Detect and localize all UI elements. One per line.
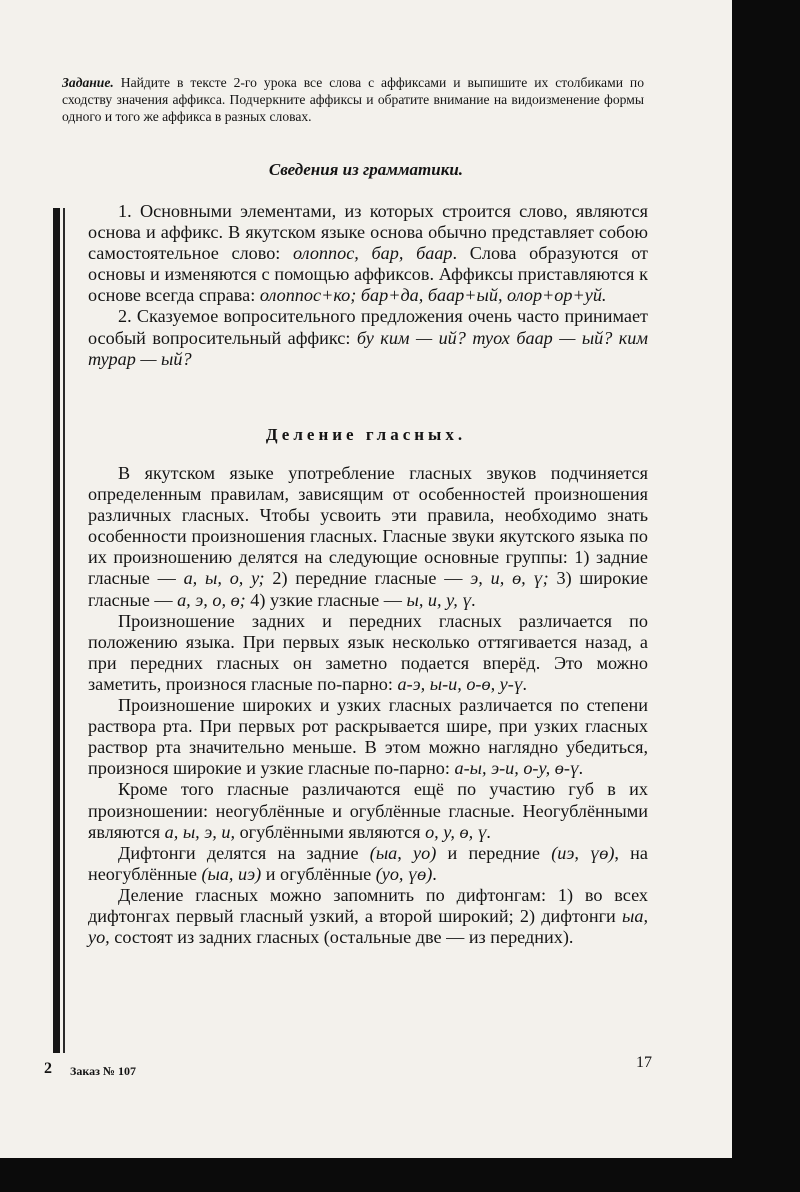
margin-line bbox=[63, 208, 65, 1053]
italic-example: (иэ, үө) bbox=[551, 842, 615, 863]
margin-bar bbox=[53, 208, 60, 1053]
text-run: Кроме того гласные различаются ещё по участию губ в их произношении: неогублённые и огублённые гласные. Неогублёнными являются bbox=[88, 779, 648, 842]
grammar-paragraph-1 bbox=[88, 201, 648, 306]
text-run: и передние bbox=[436, 842, 552, 863]
text-run: 2. Сказуемое вопросительного предложения очень часто принимает особый вопросительный аффикс: bbox=[88, 306, 648, 348]
italic-example: (ыа, иэ) bbox=[201, 863, 262, 884]
italic-example: (ыа, уо) bbox=[369, 842, 437, 863]
text-run: . bbox=[432, 863, 437, 884]
text-run: 3) широкие гласные — bbox=[88, 568, 648, 610]
text-run: 1. Основными элементами, из которых строится слово, являются основа и аффикс. В якутском языке основа обычно представляет собою самостоятельное слово: bbox=[88, 201, 648, 264]
vowels-block bbox=[88, 463, 648, 948]
italic-example: бу ким — ий? туох баар — ый? ким турар — ый? bbox=[88, 327, 648, 369]
vowels-paragraph bbox=[88, 611, 648, 695]
italic-example: а-ы, э-и, о-у, ө-ү. bbox=[454, 758, 584, 779]
section-title-vowels: Деление гласных. bbox=[265, 425, 467, 444]
text-run: Дифтонги делятся на задние bbox=[118, 842, 370, 863]
task-label: Задание. bbox=[62, 75, 114, 90]
italic-example: олоппос, бар, баар bbox=[293, 243, 453, 264]
text-run: 4) узкие гласные — bbox=[245, 589, 407, 610]
order-number: Заказ № 107 bbox=[70, 1064, 136, 1078]
text-run: Произношение задних и передних гласных различается по положению языка. При первых язык несколько оттягивается назад, а при передних гласных он заметно подается вперёд. Это можно заметить, произнося гласные по-парно: bbox=[88, 610, 648, 694]
italic-example: олоппос+ко; бар+да, баар+ый, олор+ор+уй. bbox=[259, 285, 607, 306]
section-title-grammar: Сведения из грамматики. bbox=[268, 160, 464, 179]
text-run: огублёнными являются bbox=[235, 821, 426, 842]
vowels-paragraph bbox=[88, 695, 648, 779]
italic-example: ыа, уо, bbox=[88, 905, 648, 948]
vowels-paragraph bbox=[88, 843, 648, 885]
italic-example: о, у, ө, ү. bbox=[425, 821, 492, 842]
italic-example: э, и, ө, ү; bbox=[470, 568, 549, 589]
italic-example: а-э, ы-и, о-ө, у-ү. bbox=[397, 673, 528, 694]
text-run: 2) передние гласные — bbox=[264, 568, 471, 589]
italic-example: а, ы, э, и, bbox=[164, 821, 236, 842]
text-run: состоят из задних гласных (остальные две — из передних). bbox=[109, 927, 574, 948]
text-run: . Слова образуются от основы и изменяются с помощью аффиксов. Аффиксы приставляются к основе всегда справа: bbox=[88, 243, 648, 306]
text-run: и огублённые bbox=[261, 863, 376, 884]
text-run: Деление гласных можно запомнить по дифтонгам: 1) во всех дифтонгах первый гласный узкий, а второй широкий; 2) дифтонги bbox=[88, 884, 648, 926]
italic-example: (уо, үө) bbox=[375, 863, 433, 884]
vowels-paragraph bbox=[88, 885, 648, 948]
vowels-paragraph bbox=[88, 779, 648, 842]
text-run: В якутском языке употребление гласных звуков подчиняется определенным правилам, зависящим от особенностей произношения различных гласных. Чтобы усвоить эти правила, необходимо знать особенности произношения гласных. Гласные звуки якутского языка по их произношению делятся на следующие основные группы: 1) задние гласные — bbox=[88, 463, 648, 589]
task-text: Найдите в тексте 2-го урока все слова с аффиксами и выпишите их столбиками по сходству значения аффикса. Подчеркните аффиксы и обратите внимание на видоизменение формы одного и того же аффикса в разных словах. bbox=[62, 75, 644, 124]
page-number: 17 bbox=[636, 1054, 652, 1071]
grammar-block bbox=[88, 201, 648, 370]
italic-example: а, ы, о, у; bbox=[183, 568, 265, 589]
italic-example: ы, и, у, ү. bbox=[406, 589, 476, 610]
italic-example: а, э, о, ө; bbox=[177, 589, 246, 610]
grammar-paragraph-2 bbox=[88, 306, 648, 369]
task-block bbox=[62, 74, 644, 125]
signature-mark: 2 bbox=[44, 1060, 52, 1077]
vowels-paragraph bbox=[88, 463, 648, 611]
text-run: , на неогублённые bbox=[88, 842, 648, 884]
text-run: Произношение широких и узких гласных различается по степени раствора рта. При первых рот раскрывается шире, при узких гласных раствор рта значительно меньше. В этом можно наглядно убедиться, произнося широкие и узкие гласные по-парно: bbox=[88, 695, 648, 779]
